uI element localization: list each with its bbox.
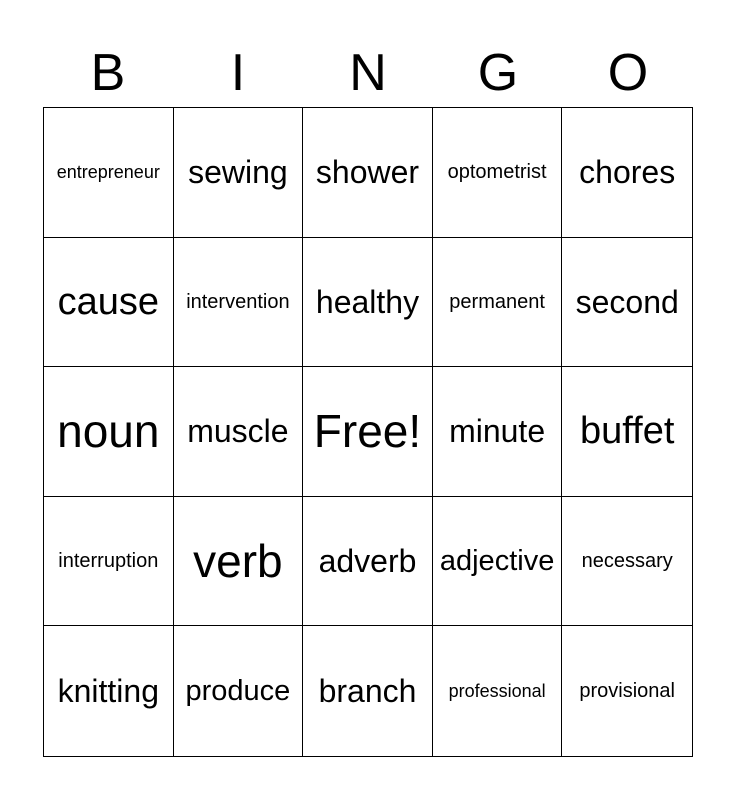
bingo-cell[interactable] [44, 497, 174, 627]
cell-word: provisional [579, 680, 675, 703]
cell-word: second [575, 283, 679, 320]
bingo-cell[interactable] [174, 367, 304, 497]
header-letter-b: B [90, 44, 126, 102]
bingo-board [43, 107, 693, 757]
cell-word: optometrist [447, 161, 547, 184]
bingo-cell[interactable] [303, 497, 433, 627]
cell-word: cause [57, 280, 159, 323]
bingo-cell[interactable] [303, 108, 433, 238]
bingo-cell[interactable] [174, 238, 304, 368]
header-letter-i: I [230, 44, 246, 102]
bingo-cell[interactable] [562, 238, 692, 368]
cell-word: chores [579, 154, 676, 191]
bingo-cell[interactable] [562, 108, 692, 238]
free-space-cell[interactable] [303, 367, 433, 497]
cell-word: adjective [439, 544, 555, 577]
cell-word: verb [193, 535, 283, 588]
bingo-cell[interactable] [303, 238, 433, 368]
bingo-cell[interactable] [433, 497, 563, 627]
cell-word: shower [315, 154, 420, 191]
bingo-cell[interactable] [433, 108, 563, 238]
cell-word: buffet [580, 410, 675, 453]
cell-word: healthy [315, 283, 420, 320]
cell-word: minute [449, 413, 546, 450]
header-letter-n: N [349, 44, 387, 102]
cell-word: intervention [186, 290, 290, 313]
cell-word: produce [185, 674, 291, 707]
bingo-cell[interactable] [44, 367, 174, 497]
bingo-cell[interactable] [562, 626, 692, 756]
cell-word: sewing [188, 154, 288, 191]
cell-word: adverb [318, 543, 417, 580]
bingo-cell[interactable] [44, 238, 174, 368]
bingo-cell[interactable] [562, 367, 692, 497]
bingo-cell[interactable] [433, 238, 563, 368]
cell-word: professional [448, 681, 546, 702]
header-letter-o: O [607, 44, 649, 102]
cell-word: muscle [187, 413, 289, 450]
bingo-cell[interactable] [433, 626, 563, 756]
free-space-label: Free! [313, 405, 422, 458]
cell-word: entrepreneur [56, 162, 160, 183]
bingo-cell[interactable] [174, 626, 304, 756]
cell-word: branch [318, 673, 417, 710]
bingo-header [43, 40, 693, 106]
cell-word: necessary [581, 550, 673, 573]
bingo-cell[interactable] [433, 367, 563, 497]
bingo-cell[interactable] [174, 497, 304, 627]
bingo-cell[interactable] [174, 108, 304, 238]
bingo-cell[interactable] [303, 626, 433, 756]
header-letter-g: G [477, 44, 519, 102]
bingo-cell[interactable] [44, 626, 174, 756]
cell-word: interruption [58, 550, 159, 573]
bingo-cell[interactable] [44, 108, 174, 238]
bingo-cell[interactable] [562, 497, 692, 627]
cell-word: permanent [449, 290, 545, 313]
cell-word: noun [57, 405, 160, 458]
cell-word: knitting [57, 673, 159, 710]
